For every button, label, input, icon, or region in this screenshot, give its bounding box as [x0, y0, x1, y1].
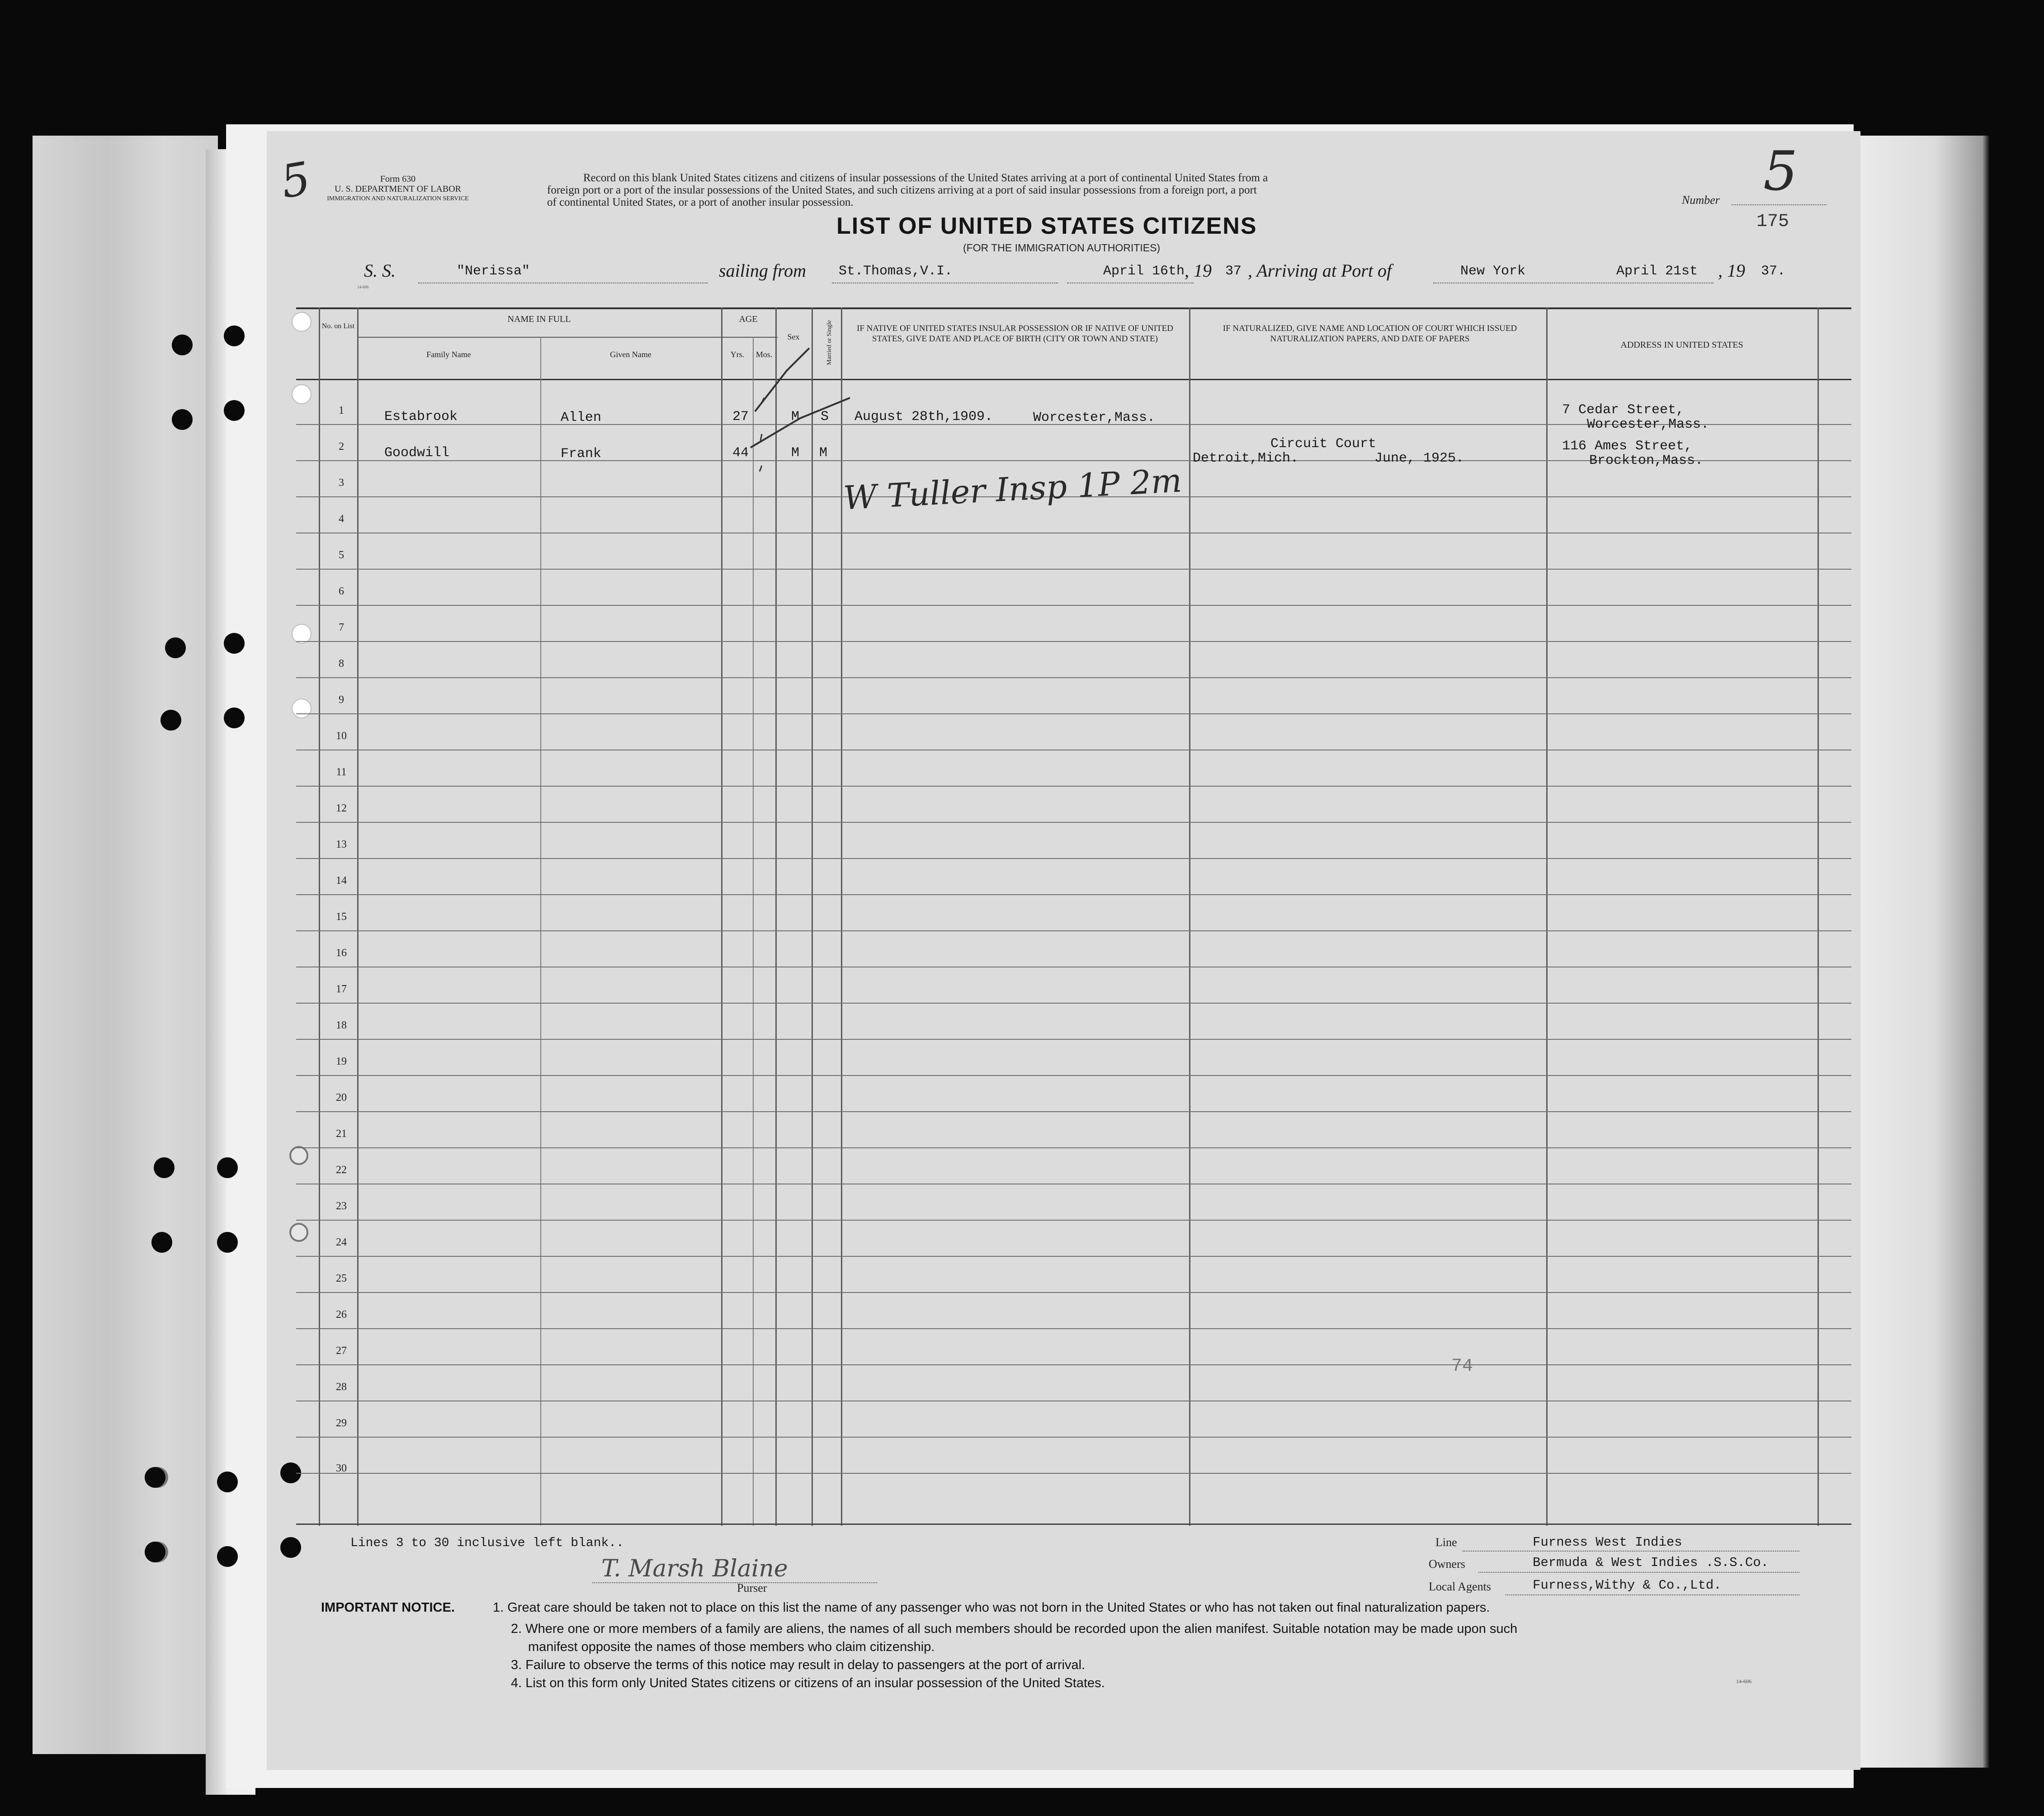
row-number: 18: [336, 1019, 347, 1031]
punch-hole-icon: [145, 1467, 165, 1488]
row-line: [296, 894, 1851, 895]
column-divider: [1817, 307, 1819, 1526]
page-title: LIST OF UNITED STATES CITIZENS: [836, 213, 1257, 239]
department-name: U. S. DEPARTMENT OF LABOR: [335, 184, 461, 194]
arriving-label: , Arriving at Port of: [1248, 260, 1392, 281]
row-line: [296, 1147, 1851, 1148]
court-name-cell: Circuit Court: [1270, 436, 1377, 452]
row-line: [296, 713, 1851, 714]
address-line-2: Worcester,Mass.: [1587, 417, 1709, 432]
col-header-family-name: Family Name: [426, 350, 471, 359]
punch-hole-icon: [172, 409, 193, 430]
sailing-from-label: sailing from: [719, 260, 806, 281]
inspector-note: W Tuller Insp 1P 2m: [842, 461, 1183, 517]
year-label: , 19: [1718, 260, 1745, 281]
arrival-date: April 21st: [1616, 264, 1698, 279]
punch-hole-icon: [289, 1223, 308, 1242]
col-header-months: Mos.: [755, 350, 773, 359]
ship-name: "Nerissa": [457, 264, 530, 279]
row-number: 28: [336, 1381, 347, 1393]
punch-hole-icon: [289, 1146, 308, 1165]
row-number: 4: [339, 513, 344, 525]
court-date-cell: June, 1925.: [1374, 451, 1464, 466]
check-mark-icon: [746, 344, 864, 475]
col-header-given-name: Given Name: [610, 350, 651, 359]
column-divider: [721, 307, 722, 1526]
column-divider: [357, 307, 359, 1526]
row-number: 15: [336, 911, 347, 923]
row-number: 11: [336, 766, 347, 778]
form-number-block: [312, 174, 484, 204]
address-line-2: Brockton,Mass.: [1589, 453, 1704, 468]
row-number: 27: [336, 1345, 347, 1357]
arrival-port: New York: [1460, 264, 1526, 279]
notice-item: 4. List on this form only United States citizens or citizens of an insular possession of the United States.: [511, 1676, 1105, 1690]
row-number: 29: [336, 1417, 347, 1429]
agents-value: Furness,Withy & Co.,Ltd.: [1533, 1578, 1722, 1593]
line-underline: [1463, 1551, 1799, 1552]
punch-hole-icon: [217, 1546, 238, 1567]
punch-hole-icon: [165, 637, 186, 658]
column-divider: [540, 337, 541, 1526]
year-label: , 19: [1185, 260, 1212, 281]
instruction-line: of continental United States, or a port of another insular possession.: [547, 196, 854, 208]
row-line: [296, 569, 1851, 570]
birth-date-cell: August 28th,1909.: [854, 409, 993, 425]
row-line: [296, 1473, 1851, 1474]
punch-hole-icon: [292, 698, 312, 718]
row-number: 9: [339, 694, 344, 706]
row-number: 2: [339, 441, 344, 453]
address-line-1: 7 Cedar Street,: [1562, 402, 1685, 418]
marital-status-cell: S: [821, 409, 829, 425]
address-line-1: 116 Ames Street,: [1562, 439, 1693, 454]
departure-port: St.Thomas,V.I.: [839, 264, 953, 279]
col-header-naturalized: IF NATURALIZED, GIVE NAME AND LOCATION OF COURT WHICH ISSUED NATURALIZATION PAPERS, AND DATE OF PAPERS: [1223, 324, 1517, 344]
punch-hole-icon: [292, 312, 312, 332]
sex-cell: M: [791, 445, 800, 461]
punch-hole-icon: [217, 1157, 238, 1178]
column-divider: [775, 307, 777, 1526]
row-line: [296, 858, 1851, 859]
agents-label: Local Agents: [1429, 1580, 1491, 1593]
row-number: 24: [336, 1236, 347, 1248]
punch-hole-icon: [172, 335, 193, 355]
purser-label: Purser: [737, 1581, 767, 1594]
list-number-handwritten: 5: [1763, 140, 1798, 203]
row-number: 8: [339, 658, 344, 670]
row-line: [296, 1437, 1851, 1438]
age-years-cell: 44: [732, 445, 749, 461]
column-divider: [753, 337, 754, 1526]
row-line: [296, 1220, 1851, 1221]
purser-signature: T. Marsh Blaine: [601, 1555, 788, 1582]
owners-underline: [1478, 1572, 1799, 1573]
court-location-cell: Detroit,Mich.: [1193, 451, 1299, 466]
row-line: [296, 641, 1851, 642]
notice-item: 3. Failure to observe the terms of this notice may result in delay to passengers at the port of arrival.: [511, 1658, 1086, 1672]
row-number: 26: [336, 1309, 347, 1321]
punch-hole-icon: [224, 325, 245, 346]
page-number-handwritten: 5: [277, 151, 315, 209]
punch-hole-icon: [224, 400, 245, 421]
row-number: 3: [339, 477, 344, 489]
age-header-divider: [719, 337, 778, 338]
col-header-name-in-full: NAME IN FULL: [507, 314, 571, 324]
row-line: [296, 1364, 1851, 1365]
birth-place-cell: Worcester,Mass.: [1033, 410, 1156, 425]
col-header-married-single: Married or Single: [826, 320, 833, 365]
row-line: [296, 1292, 1851, 1293]
service-name: IMMIGRATION AND NATURALIZATION SERVICE: [327, 195, 469, 202]
departure-date: April 16th: [1103, 264, 1185, 279]
row-number: 12: [336, 802, 347, 814]
punch-hole-icon: [280, 1537, 301, 1558]
age-years-cell: 27: [732, 409, 749, 425]
row-line: [296, 1111, 1851, 1112]
margin-number: 74: [1451, 1356, 1473, 1377]
row-number: 5: [339, 549, 344, 561]
notice-heading: IMPORTANT NOTICE.: [321, 1600, 455, 1615]
given-name-cell: Frank: [561, 446, 602, 462]
form-number: Form 630: [380, 174, 416, 184]
marital-status-cell: M: [819, 445, 828, 461]
row-number: 16: [336, 947, 347, 959]
row-number: 1: [339, 405, 344, 416]
row-line: [296, 1256, 1851, 1257]
line-value: Furness West Indies: [1533, 1535, 1682, 1550]
printer-line: 14-606: [357, 285, 369, 289]
family-name-cell: Goodwill: [384, 445, 450, 461]
recording-instructions: [547, 172, 1600, 208]
punch-hole-icon: [151, 1232, 172, 1253]
given-name-cell: Allen: [561, 410, 602, 425]
sex-cell: M: [791, 409, 800, 425]
row-number: 14: [336, 875, 347, 887]
instruction-line: foreign port or a port of the insular possessions of the United States, and such citizens arriving at a port of said insular possessions from a foreign port, a port: [547, 184, 1257, 196]
backing-board: [33, 136, 218, 1754]
row-line: [296, 930, 1851, 931]
punch-hole-icon: [224, 633, 245, 654]
instruction-line: Record on this blank United States citizens and citizens of insular possessions of the United States arriving at a port of continental United States from a: [583, 172, 1268, 184]
column-divider: [841, 307, 842, 1526]
stamp-number: 175: [1756, 212, 1789, 232]
line-label: Line: [1435, 1536, 1457, 1549]
purser-underline: [592, 1582, 877, 1583]
row-number: 21: [336, 1128, 347, 1140]
arrival-year: 37.: [1761, 264, 1786, 279]
row-number: 30: [336, 1462, 347, 1474]
punch-hole-icon: [154, 1157, 175, 1178]
row-number: 20: [336, 1092, 347, 1104]
column-divider: [1189, 307, 1190, 1526]
row-line: [296, 1039, 1851, 1040]
row-line: [296, 1075, 1851, 1076]
col-header-native-birth: IF NATIVE OF UNITED STATES INSULAR POSSESSION OR IF NATIVE OF UNITED STATES, GIVE DATE AND PLACE OF BIRTH (CITY OR TOWN AND STATE): [857, 324, 1173, 344]
header-bottom-border: [296, 379, 1851, 380]
row-number: 25: [336, 1273, 347, 1284]
row-line: [296, 677, 1851, 678]
table-top-border: [296, 307, 1851, 309]
row-number: 22: [336, 1164, 347, 1176]
owners-value: Bermuda & West Indies .S.S.Co.: [1533, 1555, 1769, 1570]
table-bottom-border: [296, 1524, 1851, 1525]
notice-item: 1. Great care should be taken not to place on this list the name of any passenger who was not born in the United States or who has not taken out final naturalization papers.: [493, 1600, 1490, 1615]
col-header-address: ADDRESS IN UNITED STATES: [1620, 340, 1743, 350]
departure-year: 37: [1225, 264, 1242, 279]
row-number: 23: [336, 1200, 347, 1212]
owners-label: Owners: [1429, 1557, 1465, 1571]
column-divider: [1546, 307, 1548, 1526]
row-line: [296, 605, 1851, 606]
family-name-cell: Estabrook: [384, 409, 458, 425]
number-label: Number: [1682, 193, 1720, 207]
row-number: 6: [339, 585, 344, 597]
punch-hole-icon: [292, 384, 312, 404]
punch-hole-icon: [217, 1232, 238, 1253]
row-number: 17: [336, 983, 347, 995]
row-line: [296, 786, 1851, 787]
form-code: 14-606: [1736, 1678, 1751, 1684]
col-header-years: Yrs.: [730, 350, 745, 359]
number-underline: [1732, 204, 1827, 205]
row-number: 10: [336, 730, 347, 742]
punch-hole-icon: [160, 710, 181, 731]
row-line: [296, 822, 1851, 823]
notice-item: manifest opposite the names of those members who claim citizenship.: [528, 1640, 935, 1654]
notice-item: 2. Where one or more members of a family are aliens, the names of all such members should be recorded upon the alien manifest. Suitable notation may be made upon such: [511, 1622, 1518, 1636]
row-line: [296, 1003, 1851, 1004]
punch-hole-icon: [224, 708, 245, 728]
blank-lines-note: Lines 3 to 30 inclusive left blank..: [350, 1536, 624, 1550]
punch-hole-icon: [217, 1472, 238, 1492]
row-number: 13: [336, 839, 347, 850]
column-divider: [812, 307, 813, 1526]
agents-underline: [1506, 1594, 1799, 1595]
ss-label: S. S.: [364, 260, 396, 281]
row-number: 19: [336, 1056, 347, 1067]
row-number: 7: [339, 622, 344, 633]
page-subtitle: (FOR THE IMMIGRATION AUTHORITIES): [963, 242, 1161, 254]
col-header-age: AGE: [739, 314, 758, 324]
col-header-no-on-list: No. on List: [321, 322, 355, 330]
col-header-sex: Sex: [787, 332, 800, 341]
name-header-divider: [357, 337, 728, 338]
punch-hole-icon: [145, 1542, 165, 1562]
column-divider: [319, 307, 320, 1526]
row-line: [296, 1328, 1851, 1329]
underlying-page-edge: [1854, 136, 1989, 1768]
